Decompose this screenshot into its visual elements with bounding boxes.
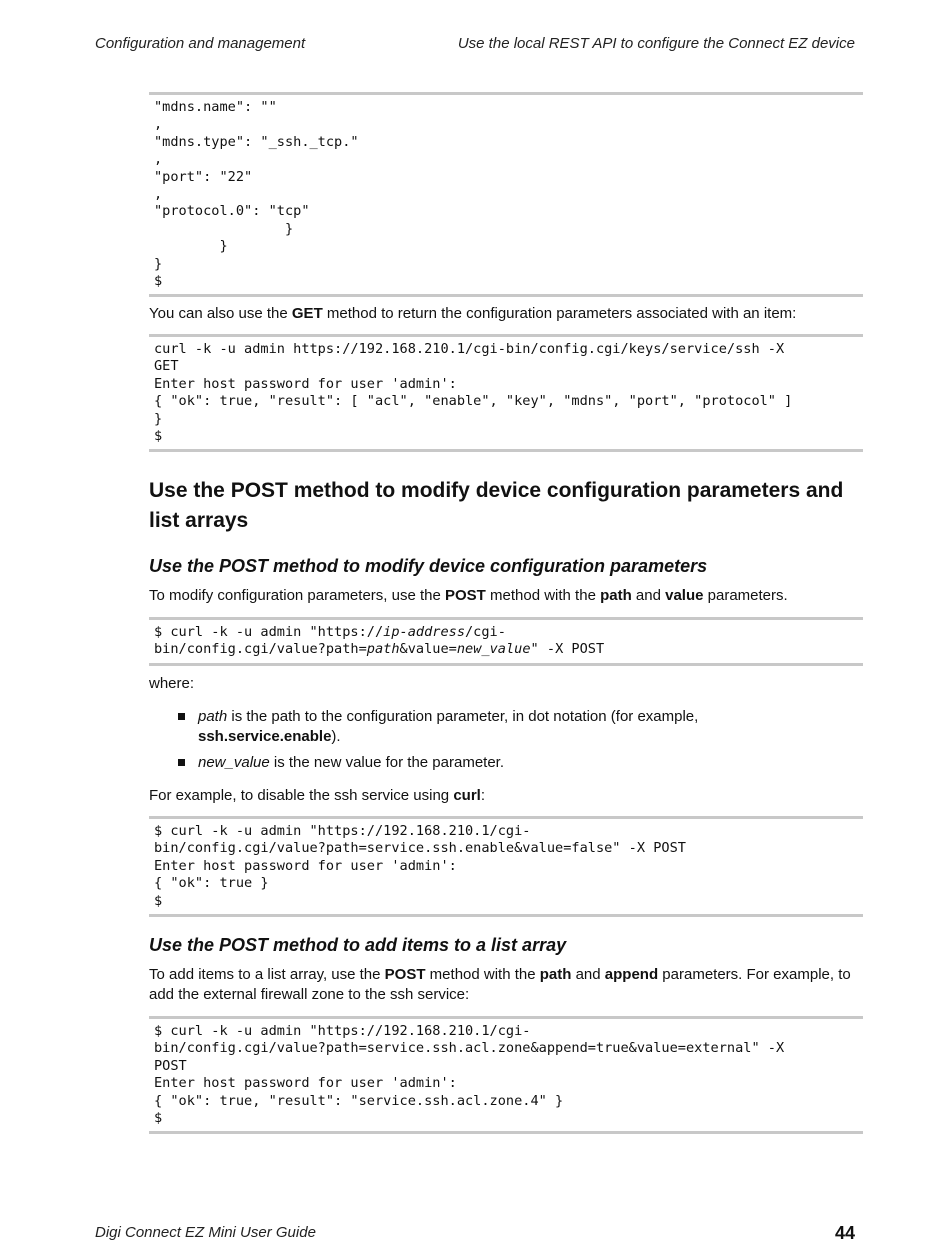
code-block-mdns-output [149, 92, 863, 297]
text: : [480, 787, 486, 804]
text: method with the [425, 966, 540, 983]
code-block-post-syntax [149, 617, 863, 666]
list-item: path is the path to the configuration parameter, in dot notation (for example, ssh.service.enable). [178, 707, 818, 747]
list-item: new_value is the new value for the parameter. [178, 753, 818, 773]
subheading-add-list-items: Use the POST method to add items to a list array [149, 935, 567, 955]
text: parameters. For example, to add the external firewall zone to the ssh service: [149, 966, 851, 1003]
bold-text: path [600, 587, 632, 604]
text: parameters. [703, 587, 788, 604]
subheading-modify-parameters: Use the POST method to modify device configuration parameters [149, 556, 708, 576]
code-text: $ curl -k -u admin "https://192.168.210.1/cgi- bin/config.cgi/value?path=service.ssh.enable&value=false" -X POST Enter host password for user 'admin': { "ok": true } $ [154, 823, 686, 909]
code-block-get-keys [149, 334, 863, 452]
parameter-list [178, 707, 818, 779]
bullet-square-icon [178, 713, 185, 720]
bold-text: append [604, 966, 659, 983]
code-text: $ curl -k -u admin "https://192.168.210.1/cgi- bin/config.cgi/value?path=service.ssh.acl.zone&append=true&value=external" -X POST Enter host password for user 'admin': { "ok": true, "result": "service.ssh.acl.zone.4" } $ [154, 1023, 785, 1127]
bold-text: path [539, 966, 572, 983]
text: You can also use the [149, 305, 292, 322]
bold-text: value [665, 587, 704, 604]
running-header-right: Use the local REST API to configure the Connect EZ device [457, 35, 855, 52]
paragraph-example-disable [149, 786, 863, 806]
paragraph-modify-parameters [149, 586, 863, 606]
text: and [631, 587, 666, 604]
code-block-disable-ssh [149, 816, 863, 917]
running-header-left: Configuration and management [95, 35, 306, 52]
paragraph-add-list-items [149, 965, 863, 1005]
page-number: 44 [834, 1223, 855, 1243]
bold-text: curl [453, 787, 481, 804]
bold-text: POST [445, 587, 486, 604]
bold-text: GET [291, 305, 323, 322]
footer-guide-title: Digi Connect EZ Mini User Guide [95, 1224, 316, 1241]
text: method to return the configuration parameters associated with an item: [322, 305, 797, 322]
text: To modify configuration parameters, use the [149, 587, 445, 604]
section-heading-post: Use the POST method to modify device configuration parameters and list arrays [149, 479, 844, 532]
code-text: $ curl -k -u admin "https://ip-address/cgi- bin/config.cgi/value?path=path&value=new_value" -X POST [154, 624, 605, 658]
code-text: curl -k -u admin https://192.168.210.1/cgi-bin/config.cgi/keys/service/ssh -X GET Enter host password for user 'admin': { "ok": true, "result": [ "acl", "enable", "key", "mdns", "port", "protocol" ] } $ [154, 341, 793, 445]
text: To add items to a list array, use the [149, 966, 385, 983]
bold-text: POST [384, 966, 426, 983]
text: method with the [485, 587, 601, 604]
bullet-square-icon [178, 759, 185, 766]
code-text: "mdns.name": "" , "mdns.type": "_ssh._tcp." , "port": "22" , "protocol.0": "tcp" } } } $ [154, 99, 359, 290]
paragraph-get-method [149, 304, 863, 324]
text: For example, to disable the ssh service using [149, 787, 454, 804]
text: and [571, 966, 605, 983]
paragraph-where: where: [149, 675, 195, 692]
code-block-append-zone [149, 1016, 863, 1134]
